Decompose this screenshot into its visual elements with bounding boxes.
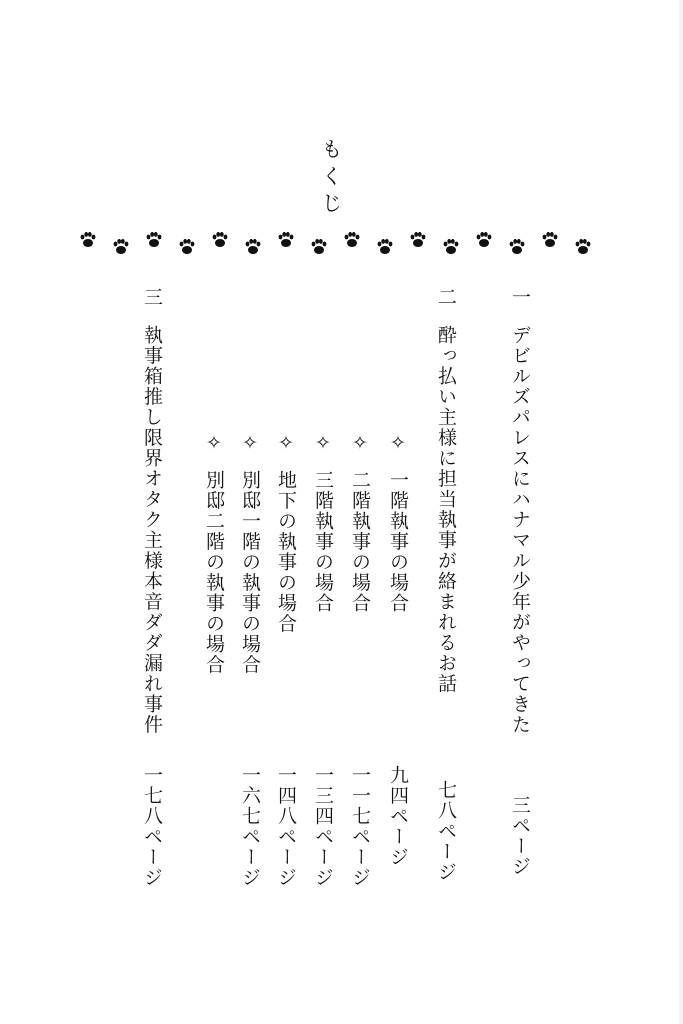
paw-print-icon [543, 232, 558, 247]
sparkle-bullet-icon: ✧ [203, 432, 225, 456]
sparkle-bullet-icon: ✧ [349, 432, 371, 456]
page-edge [679, 0, 683, 1024]
toc-entry-title: 二階執事の場合 [349, 470, 371, 614]
toc-entry-title: 地下の執事の場合 [275, 470, 297, 634]
sparkle-bullet-icon: ✧ [239, 432, 261, 456]
paw-print-icon [279, 232, 294, 247]
toc-number: 一 [509, 287, 531, 308]
paw-print-icon [576, 239, 591, 254]
paw-print-icon [147, 232, 162, 247]
toc-number: 三 [141, 287, 163, 308]
paw-print-icon [378, 239, 393, 254]
paw-print-icon [213, 232, 228, 247]
toc-page-number: 九四ページ [387, 765, 409, 868]
paw-print-icon [81, 232, 96, 247]
paw-print-icon [345, 232, 360, 247]
toc-page-number: 一六七ページ [239, 765, 261, 888]
toc-page-number: 一七八ページ [141, 765, 163, 888]
paw-print-icon [411, 232, 426, 247]
toc-entry-title: 一階執事の場合 [387, 470, 409, 614]
toc-entry-title: デビルズパレスにハナマル少年がやってきた [509, 325, 531, 735]
toc-page-number: 一三四ページ [312, 765, 334, 888]
paw-print-icon [477, 232, 492, 247]
toc-page-number: 一四八ページ [275, 765, 297, 888]
paw-print-divider [70, 228, 610, 262]
page-title: もくじ [319, 138, 343, 219]
paw-print-icon [444, 239, 459, 254]
toc-entry-title: 別邸二階の執事の場合 [203, 470, 225, 675]
toc-page-number: 三ページ [509, 795, 531, 877]
toc-number: 二 [435, 287, 457, 308]
toc-entry-title: 酔っ払い主様に担当執事が絡まれるお話 [435, 325, 457, 694]
toc-entry-title: 執事箱推し限界オタク主様本音ダダ漏れ事件 [141, 325, 163, 735]
toc-page-number: 七八ページ [435, 780, 457, 883]
paw-print-icon [180, 239, 195, 254]
sparkle-bullet-icon: ✧ [387, 432, 409, 456]
sparkle-bullet-icon: ✧ [312, 432, 334, 456]
sparkle-bullet-icon: ✧ [275, 432, 297, 456]
paw-print-icon [246, 239, 261, 254]
paw-print-icon [510, 239, 525, 254]
paw-print-icon [312, 239, 327, 254]
toc-entry-title: 別邸一階の執事の場合 [239, 470, 261, 675]
toc-page-number: 一一七ページ [349, 765, 371, 888]
paw-print-icon [114, 239, 129, 254]
toc-entry-title: 三階執事の場合 [312, 470, 334, 614]
